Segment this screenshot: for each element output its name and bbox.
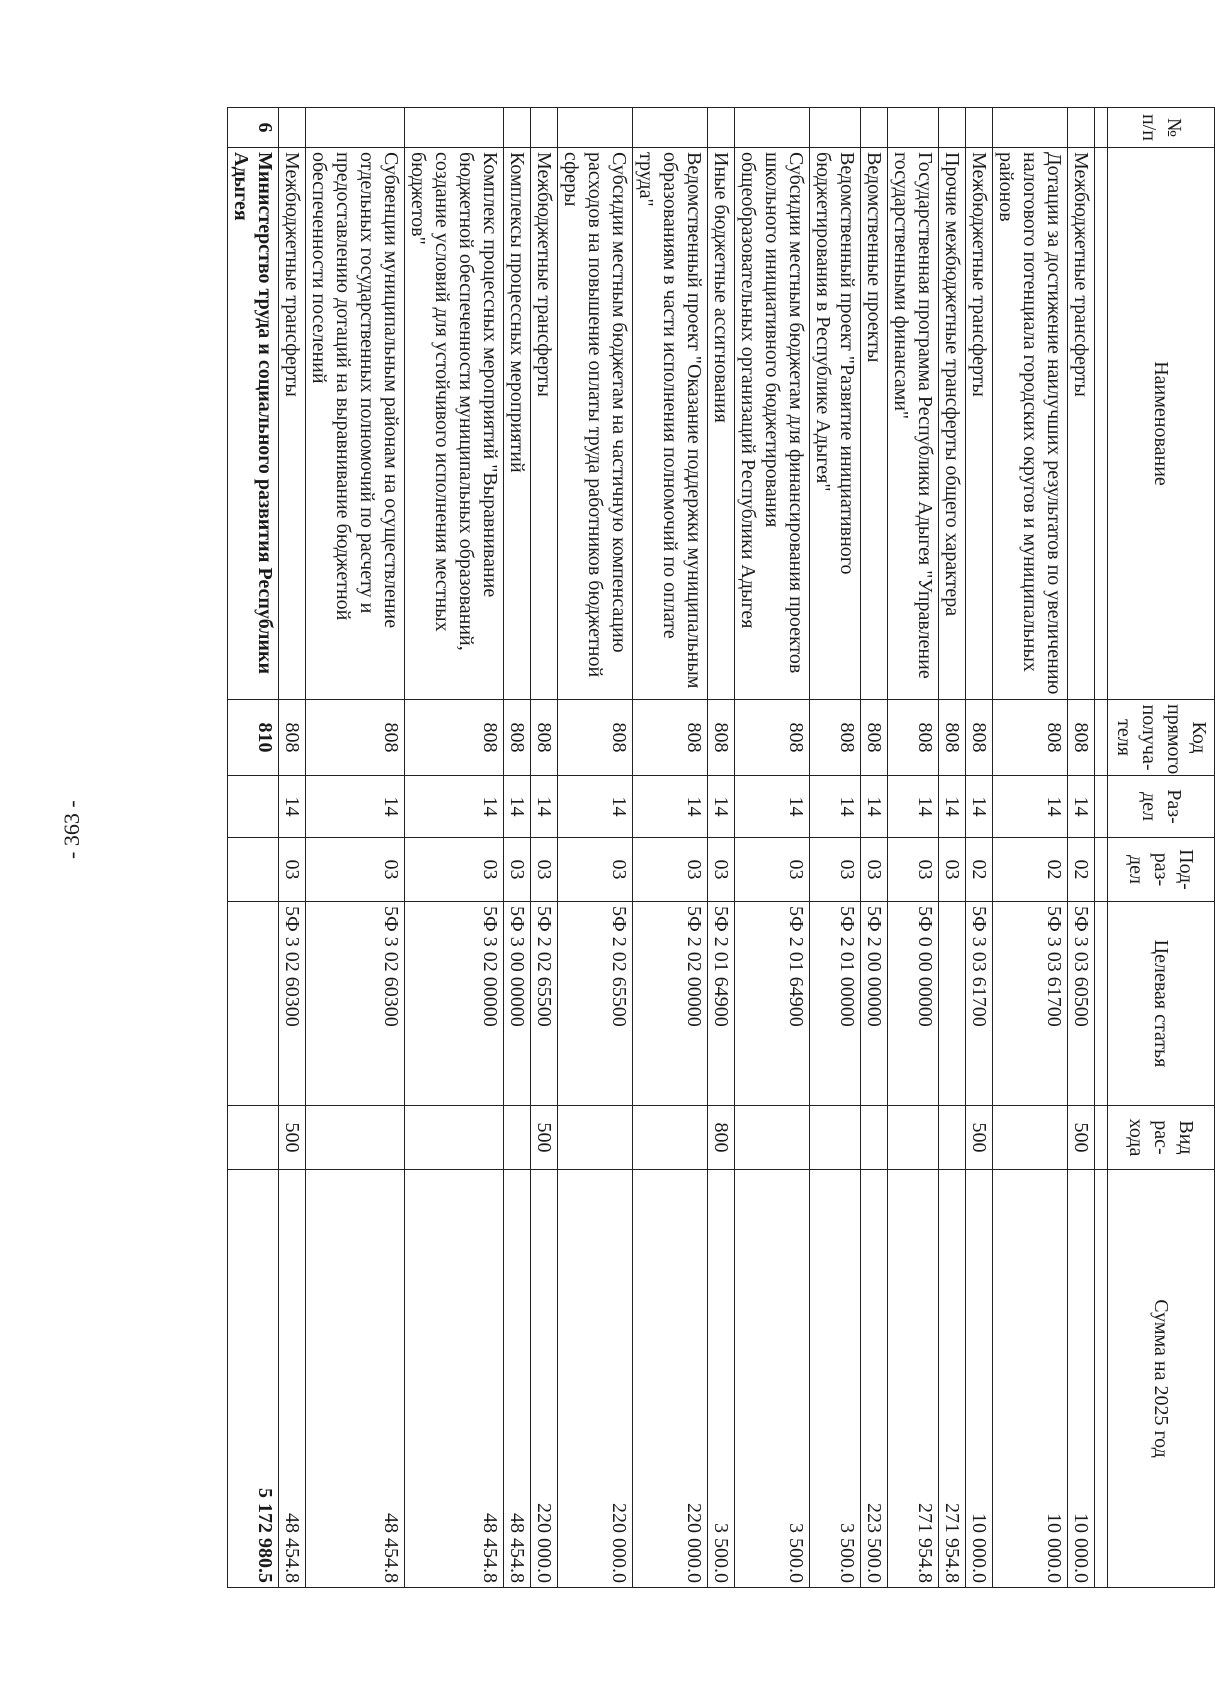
row-code: 808 (279, 700, 306, 776)
row-target: 5Ф 3 02 60300 (279, 902, 306, 1106)
row-amount: 220 000.0 (531, 1170, 558, 1588)
row-subsection: 03 (939, 838, 966, 902)
row-section: 14 (939, 776, 966, 838)
row-code: 808 (888, 700, 939, 776)
spacer-row (1095, 108, 1108, 1588)
row-target: 5Ф 3 03 61700 (993, 902, 1068, 1106)
row-code: 808 (735, 700, 810, 776)
row-amount: 48 454.8 (306, 1170, 405, 1588)
header-name: Наименование (1108, 148, 1215, 700)
row-target (939, 902, 966, 1106)
row-section: 14 (993, 776, 1068, 838)
row-target: 5Ф 3 02 60300 (306, 902, 405, 1106)
row-section: 14 (861, 776, 888, 838)
row-amount: 271 954.8 (888, 1170, 939, 1588)
row-amount: 10 000.0 (1068, 1170, 1095, 1588)
row-amount: 271 954.8 (939, 1170, 966, 1588)
row-num (279, 108, 306, 148)
row-target: 5Ф 3 02 00000 (405, 902, 504, 1106)
row-num (966, 108, 993, 148)
row-expense (993, 1106, 1068, 1170)
row-code: 808 (708, 700, 735, 776)
row-subsection (228, 838, 279, 902)
row-amount: 3 500.0 (708, 1170, 735, 1588)
row-code: 808 (306, 700, 405, 776)
row-num (888, 108, 939, 148)
row-expense (810, 1106, 861, 1170)
row-code: 808 (939, 700, 966, 776)
row-expense (939, 1106, 966, 1170)
row-amount: 220 000.0 (633, 1170, 708, 1588)
row-expense (735, 1106, 810, 1170)
row-subsection: 03 (888, 838, 939, 902)
row-amount: 48 454.8 (504, 1170, 531, 1588)
row-target: 5Ф 3 00 00000 (504, 902, 531, 1106)
row-section: 14 (888, 776, 939, 838)
table-row (633, 108, 708, 1588)
budget-table (227, 107, 1215, 1588)
row-expense: 500 (966, 1106, 993, 1170)
row-num (939, 108, 966, 148)
total-row (228, 108, 279, 1588)
row-code: 808 (558, 700, 633, 776)
row-name: Прочие межбюджетные трансферты общего характера (939, 148, 966, 700)
page-number: - 363 - (59, 800, 84, 859)
table-row (888, 108, 939, 1588)
header-subsection: Под-раз-дел (1108, 838, 1215, 902)
row-expense (228, 1106, 279, 1170)
header-section: Раз-дел (1108, 776, 1215, 838)
table-header-row (1108, 108, 1215, 1588)
row-name: Дотации за достижение наилучших результатов по увеличению налогового потенциала городских округов и муниципальных районов (993, 148, 1068, 700)
row-code: 808 (966, 700, 993, 776)
row-amount: 10 000.0 (966, 1170, 993, 1588)
row-target: 5Ф 2 02 65500 (558, 902, 633, 1106)
row-subsection: 03 (504, 838, 531, 902)
row-code: 808 (810, 700, 861, 776)
row-target: 5Ф 0 00 00000 (888, 902, 939, 1106)
row-subsection: 03 (735, 838, 810, 902)
row-name: Межбюджетные трансферты (531, 148, 558, 700)
row-name: Ведомственные проекты (861, 148, 888, 700)
row-code: 808 (993, 700, 1068, 776)
table-row (558, 108, 633, 1588)
row-subsection: 02 (1068, 838, 1095, 902)
row-expense: 500 (1068, 1106, 1095, 1170)
row-subsection: 03 (306, 838, 405, 902)
row-expense (861, 1106, 888, 1170)
row-name: Межбюджетные трансферты (1068, 148, 1095, 700)
table-row (966, 108, 993, 1588)
row-amount: 10 000.0 (993, 1170, 1068, 1588)
row-target: 5Ф 2 01 64900 (708, 902, 735, 1106)
row-name: Субсидии местным бюджетам для финансирования проектов школьного инициативного бюджетирования общеобразовательных организаций Республики Адыгея (735, 148, 810, 700)
row-num (633, 108, 708, 148)
table-row (504, 108, 531, 1588)
row-code: 808 (1068, 700, 1095, 776)
row-target: 5Ф 2 01 64900 (735, 902, 810, 1106)
row-target: 5Ф 2 02 00000 (633, 902, 708, 1106)
header-num: № п/п (1108, 108, 1215, 148)
table-row (735, 108, 810, 1588)
row-target: 5Ф 3 03 60500 (1068, 902, 1095, 1106)
row-expense (888, 1106, 939, 1170)
table-row (810, 108, 861, 1588)
row-num (993, 108, 1068, 148)
row-amount: 48 454.8 (279, 1170, 306, 1588)
row-num (735, 108, 810, 148)
row-section: 14 (708, 776, 735, 838)
row-expense (504, 1106, 531, 1170)
row-expense (405, 1106, 504, 1170)
row-expense (633, 1106, 708, 1170)
row-code: 808 (633, 700, 708, 776)
row-name: Межбюджетные трансферты (279, 148, 306, 700)
row-name: Ведомственный проект "Развитие инициативного бюджетирования в Республике Адыгея" (810, 148, 861, 700)
row-target: 5Ф 2 01 00000 (810, 902, 861, 1106)
row-target: 5Ф 3 03 61700 (966, 902, 993, 1106)
header-code: Код прямого получа-теля (1108, 700, 1215, 776)
row-code: 810 (228, 700, 279, 776)
table-row (708, 108, 735, 1588)
row-expense: 800 (708, 1106, 735, 1170)
header-target: Целевая статья (1108, 902, 1215, 1106)
row-subsection: 03 (405, 838, 504, 902)
row-num (861, 108, 888, 148)
row-target (228, 902, 279, 1106)
row-num: 6 (228, 108, 279, 148)
row-section: 14 (558, 776, 633, 838)
row-section: 14 (279, 776, 306, 838)
table-row (279, 108, 306, 1588)
row-name: Субвенции муниципальным районам на осуществление отдельных государственных полномочий по расчету и предоставлению дотаций на выравнивание бюджетной обеспеченности поселений (306, 148, 405, 700)
row-name: Комплексы процессных мероприятий (504, 148, 531, 700)
table-body (228, 108, 1108, 1588)
row-section: 14 (633, 776, 708, 838)
row-amount: 3 500.0 (810, 1170, 861, 1588)
row-code: 808 (405, 700, 504, 776)
rotated-table-wrapper (230, 107, 1215, 1587)
row-expense: 500 (531, 1106, 558, 1170)
row-amount: 5 172 980.5 (228, 1170, 279, 1588)
row-amount: 48 454.8 (405, 1170, 504, 1588)
row-subsection: 03 (531, 838, 558, 902)
row-num (531, 108, 558, 148)
row-code: 808 (861, 700, 888, 776)
row-subsection: 02 (993, 838, 1068, 902)
row-expense (306, 1106, 405, 1170)
row-num (558, 108, 633, 148)
row-section: 14 (735, 776, 810, 838)
row-section: 14 (306, 776, 405, 838)
header-amount: Сумма на 2025 год (1108, 1170, 1215, 1588)
table-row (306, 108, 405, 1588)
row-target: 5Ф 2 02 65500 (531, 902, 558, 1106)
header-expense: Вид рас-хода (1108, 1106, 1215, 1170)
row-subsection: 03 (558, 838, 633, 902)
row-num (708, 108, 735, 148)
row-name: Комплекс процессных мероприятий "Выравнивание бюджетной обеспеченности муниципальных образований, создание условий для устойчивого исполнения местных бюджетов" (405, 148, 504, 700)
row-num (810, 108, 861, 148)
table-row (993, 108, 1068, 1588)
table-row (405, 108, 504, 1588)
row-amount: 220 000.0 (558, 1170, 633, 1588)
row-name: Министерство труда и социального развития Республики Адыгея (228, 148, 279, 700)
row-section: 14 (1068, 776, 1095, 838)
row-subsection: 03 (633, 838, 708, 902)
table-row (939, 108, 966, 1588)
row-subsection: 03 (861, 838, 888, 902)
row-name: Иные бюджетные ассигнования (708, 148, 735, 700)
row-name: Межбюджетные трансферты (966, 148, 993, 700)
row-expense: 500 (279, 1106, 306, 1170)
row-code: 808 (531, 700, 558, 776)
row-section: 14 (504, 776, 531, 838)
row-target: 5Ф 2 00 00000 (861, 902, 888, 1106)
row-num (504, 108, 531, 148)
row-subsection: 03 (708, 838, 735, 902)
table-row (861, 108, 888, 1588)
row-name: Субсидии местным бюджетам на частичную компенсацию расходов на повышение оплаты труда работников бюджетной сферы (558, 148, 633, 700)
row-name: Государственная программа Республики Адыгея "Управление государственными финансами" (888, 148, 939, 700)
row-num (405, 108, 504, 148)
row-subsection: 03 (279, 838, 306, 902)
row-subsection: 02 (966, 838, 993, 902)
row-expense (558, 1106, 633, 1170)
row-section (228, 776, 279, 838)
row-num (1068, 108, 1095, 148)
row-amount: 3 500.0 (735, 1170, 810, 1588)
table-row (531, 108, 558, 1588)
row-amount: 223 500.0 (861, 1170, 888, 1588)
table-row (1068, 108, 1095, 1588)
row-name: Ведомственный проект "Оказание поддержки муниципальным образованиям в части исполнения полномочий по оплате труда" (633, 148, 708, 700)
row-code: 808 (504, 700, 531, 776)
row-section: 14 (531, 776, 558, 838)
row-section: 14 (810, 776, 861, 838)
row-num (306, 108, 405, 148)
row-section: 14 (405, 776, 504, 838)
row-subsection: 03 (810, 838, 861, 902)
row-section: 14 (966, 776, 993, 838)
